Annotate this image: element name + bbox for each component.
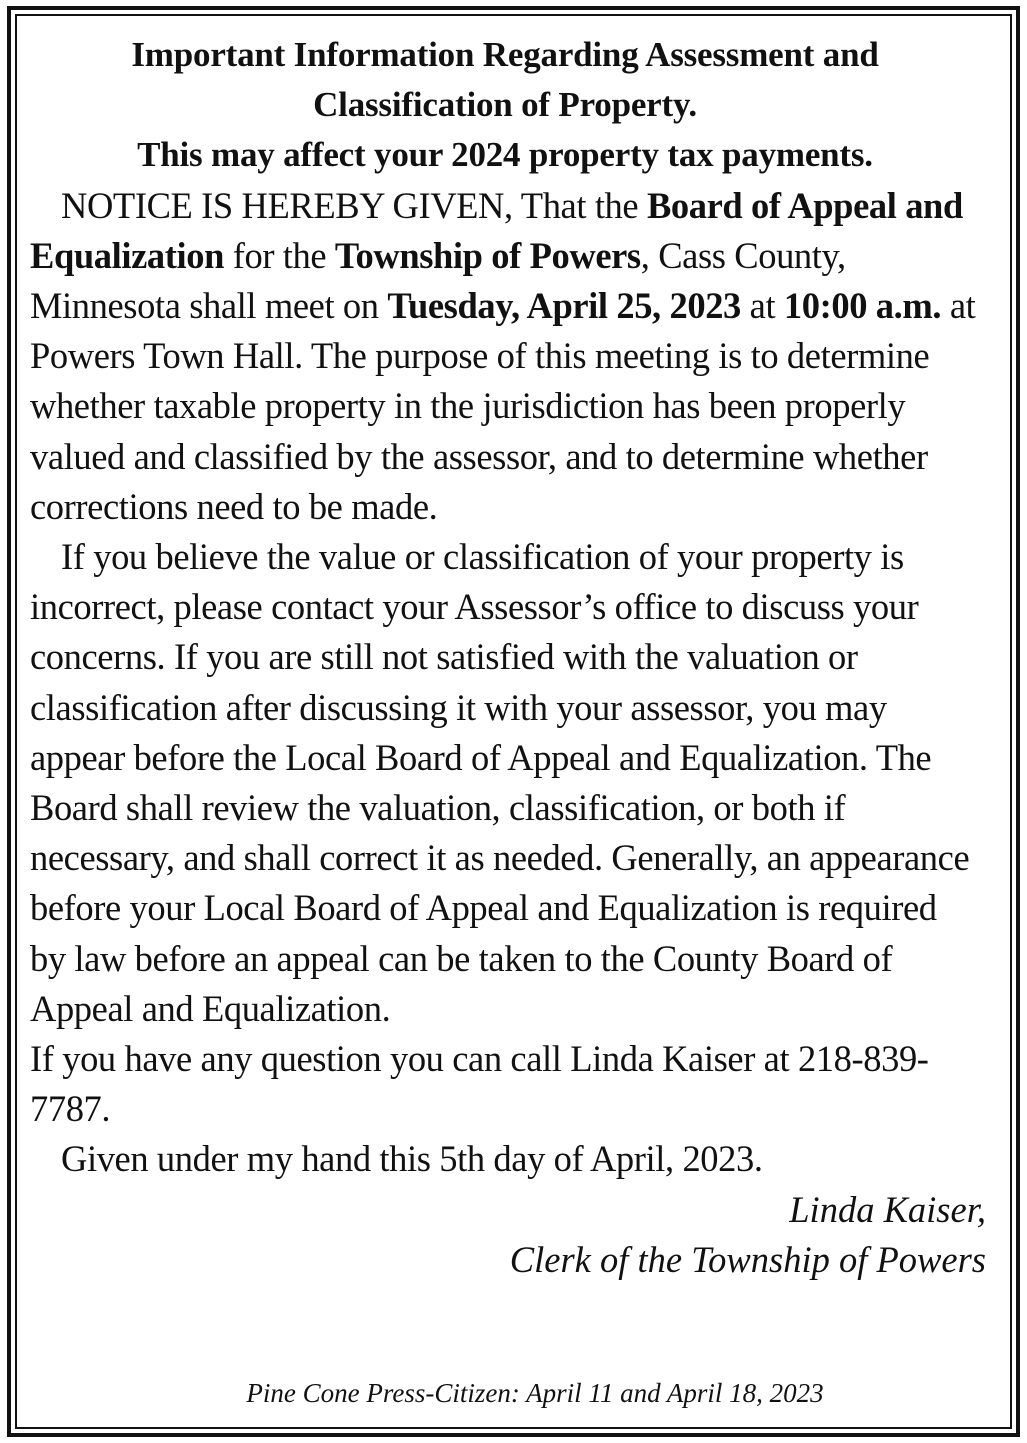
meeting-time: 10:00 a.m. <box>783 285 942 327</box>
meeting-purpose-text: at Powers Town Hall. The purpose of this meeting is to determine whether taxable property in the jurisdiction has been properly valued and classified by the assessor, and to determine whether corrections need to be made. <box>30 285 976 527</box>
signer-name: Linda Kaiser, <box>789 1188 986 1230</box>
intro-text: NOTICE IS HEREBY GIVEN, That the <box>61 184 647 226</box>
at-text: at <box>740 285 784 327</box>
meeting-paragraph <box>30 181 980 532</box>
signer-title: Clerk of the Township of Powers <box>509 1238 986 1280</box>
given-paragraph: Given under my hand this 5th day of April, 2023. <box>61 1138 763 1180</box>
township-name: Township of Powers <box>334 234 641 276</box>
board-name: Board of Appeal and Equalization <box>30 184 963 276</box>
publication-line: Pine Cone Press-Citizen: April 11 and April 18, 2023 <box>246 1378 824 1408</box>
headline-line-2: This may affect your 2024 property tax payments. <box>137 135 873 175</box>
notice-headline <box>30 30 980 181</box>
contact-paragraph: If you have any question you can call Linda Kaiser at 218-839-7787. <box>30 1038 929 1130</box>
meeting-date: Tuesday, April 25, 2023 <box>387 285 741 327</box>
legal-notice <box>30 30 986 1285</box>
county-text: , Cass County, Minnesota shall meet on <box>30 234 846 327</box>
appeal-paragraph: If you believe the value or classification of your property is incorrect, please contact your Assessor’s office to discuss your concerns. If you are still not satisfied with the valuation or classification after discussing it with your assessor, you may appear before the Local Board of Appeal and Equalization. The Board shall review the valuation, classification, or both if necessary, and shall correct it as needed. Generally, an appearance before your Local Board of Appeal and Equalization is required by law before an appeal can be taken to the County Board of Appeal and Equalization. <box>30 536 970 1029</box>
for-the-text: for the <box>223 234 335 276</box>
headline-line-1: Important Information Regarding Assessment and Classification of Property. <box>131 35 879 125</box>
